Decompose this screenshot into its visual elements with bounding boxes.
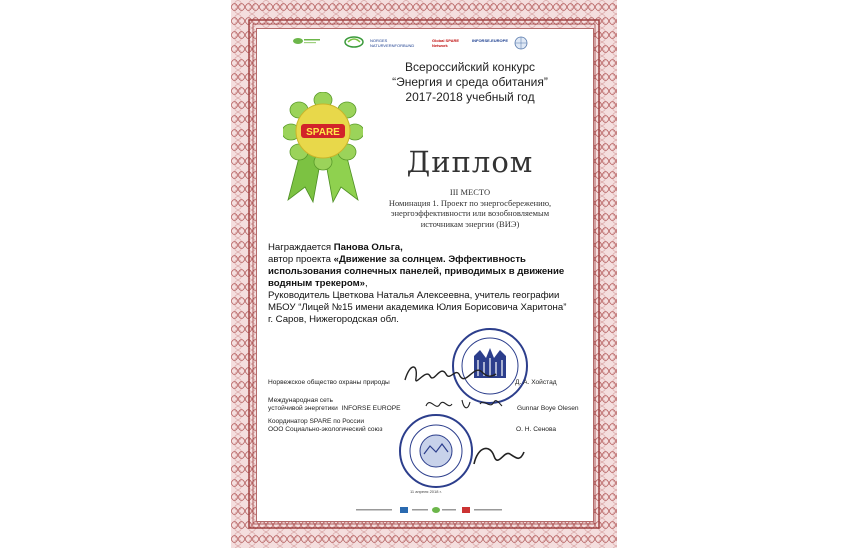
signature-hoistad — [400, 358, 500, 394]
signatory-name-3: О. Н. Сенова — [516, 426, 557, 433]
city-line: г. Саров, Нижегородская обл. — [268, 314, 399, 325]
diploma-heading: Диплом — [406, 145, 534, 179]
logo-inforse-europe: INFORSE-EUROPE — [472, 38, 509, 43]
project-title-line-3: водяным трекером» — [268, 278, 366, 289]
spare-rosette-badge — [283, 92, 363, 204]
socio-ecological-union-stamp — [394, 412, 478, 490]
green-emblem-icon — [344, 36, 364, 48]
issue-date: 11 апреля 2018 г. — [410, 489, 442, 494]
signature-senova — [468, 440, 528, 474]
place-and-nomination — [370, 187, 570, 229]
nomination-line-3: источникам энергии (ВИЭ) — [420, 218, 520, 229]
supervisor-line: Руководитель Цветкова Наталья Алексеевна, учитель географии — [268, 290, 560, 301]
signatory-org-2: Международная сеть устойчивой энергетики INFORSE EUROPE — [268, 397, 401, 412]
signatory-org-3: Координатор SPARE по России ООО Социально-экологический союз — [268, 418, 383, 433]
leaf-logo-icon — [292, 36, 322, 46]
winner-name: Панова Ольга, — [333, 242, 403, 253]
logo-norges-naturvernforbund: NORGES NATURVERNFORBUND — [370, 38, 415, 48]
project-suffix: , — [365, 278, 368, 289]
nomination-line-2: энергоэффективности или возобновляемым — [390, 208, 550, 218]
signatory-name-1: Д. А. Хойстад — [515, 379, 557, 386]
globe-icon — [514, 36, 528, 50]
contest-line-2: “Энергия и среда обитания” — [392, 75, 548, 89]
contest-title — [390, 60, 550, 105]
logo-green-emblem — [344, 36, 364, 49]
award-prefix: Награждается — [268, 242, 334, 253]
sponsor-logos-strip — [356, 506, 506, 514]
badge-label: SPARE — [306, 127, 340, 138]
contest-line-3: 2017-2018 учебный год — [405, 90, 535, 104]
author-prefix: автор проекта — [268, 254, 334, 265]
place-label: III МЕСТО — [449, 187, 491, 197]
signatory-org-1: Норвежское общество охраны природы — [268, 379, 390, 386]
school-line: МБОУ “Лицей №15 имени академика Юлия Борисовича Харитона” — [268, 302, 567, 313]
award-text — [268, 242, 588, 326]
project-title-line-2: использования солнечных панелей, приводимых в движение — [268, 266, 565, 277]
logo-green-network — [292, 36, 322, 47]
logo-spare-network: Global SPARE Network — [432, 38, 460, 48]
nomination-line-1: Номинация 1. Проект по энергосбережению, — [388, 197, 552, 208]
signatory-name-2: Gunnar Boye Olesen — [517, 405, 579, 412]
project-title-line-1: «Движение за солнцем. Эффективность — [333, 254, 526, 265]
contest-line-1: Всероссийский конкурс — [404, 60, 536, 74]
logo-globe — [514, 36, 528, 51]
